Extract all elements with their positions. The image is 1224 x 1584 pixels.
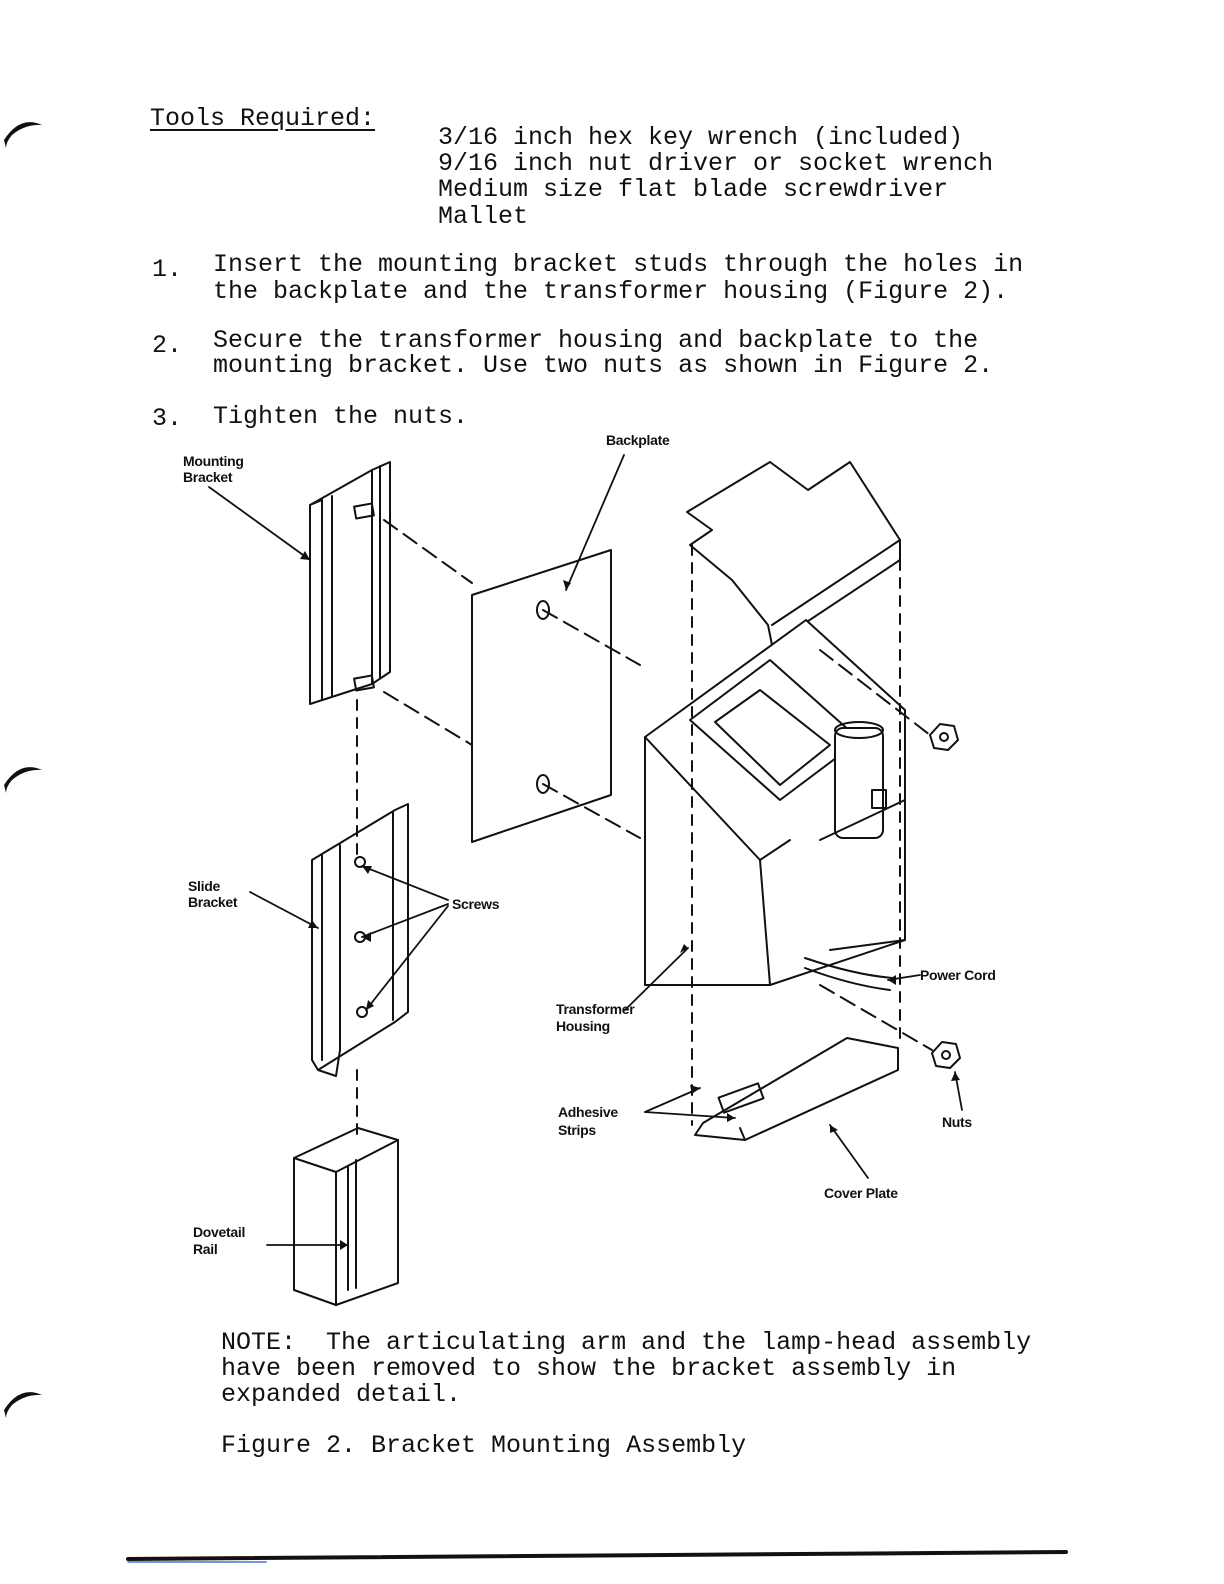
step-text: Insert the mounting bracket studs through the holes in (213, 250, 1024, 279)
note-text: expanded detail. (221, 1380, 462, 1409)
housing-cover-drawing (687, 462, 900, 645)
note-text: have been removed to show the bracket assembly in (221, 1354, 957, 1383)
label-adhesive-strips: Adhesive (558, 1104, 618, 1120)
tool-item: 9/16 inch nut driver or socket wrench (438, 149, 994, 178)
nuts-drawing (930, 724, 960, 1068)
label-backplate: Backplate (606, 432, 670, 448)
label-nuts: Nuts (942, 1114, 972, 1130)
bottom-rule (128, 1552, 1066, 1559)
step-number: 2. (152, 331, 183, 360)
step-text: mounting bracket. Use two nuts as shown in Figure 2. (213, 351, 994, 380)
slide-bracket-drawing (312, 804, 408, 1076)
tool-item: Medium size flat blade screwdriver (438, 175, 949, 204)
label-mounting-bracket: Bracket (183, 469, 233, 485)
tool-item: Mallet (438, 202, 529, 231)
note-text: NOTE: The articulating arm and the lamp-head assembly (221, 1328, 1032, 1357)
label-slide-bracket: Slide (188, 878, 220, 894)
mounting-bracket-drawing (310, 462, 390, 704)
punch-marks (0, 0, 60, 1584)
step-text: the backplate and the transformer housing (Figure 2). (213, 277, 1009, 306)
label-power-cord: Power Cord (920, 967, 996, 983)
power-cord-drawing (805, 958, 893, 990)
label-dovetail-rail: Rail (193, 1241, 218, 1257)
step-number: 1. (152, 255, 183, 284)
label-transformer-housing: Transformer (556, 1001, 635, 1017)
step-number: 3. (152, 404, 183, 433)
label-cover-plate: Cover Plate (824, 1185, 898, 1201)
tool-item: 3/16 inch hex key wrench (included) (438, 123, 964, 152)
label-transformer-housing: Housing (556, 1018, 610, 1034)
label-mounting-bracket: Mounting (183, 453, 244, 469)
label-dovetail-rail: Dovetail (193, 1224, 246, 1240)
label-adhesive-strips: Strips (558, 1122, 596, 1138)
figure-caption: Figure 2. Bracket Mounting Assembly (221, 1431, 747, 1460)
label-screws: Screws (452, 896, 500, 912)
transformer-housing-drawing (645, 620, 905, 985)
dovetail-rail-drawing (294, 1128, 398, 1305)
step-text: Secure the transformer housing and backplate to the (213, 326, 979, 355)
tools-required-heading: Tools Required: (150, 104, 376, 133)
cover-plate-drawing (695, 1038, 898, 1140)
label-slide-bracket: Bracket (188, 894, 238, 910)
step-text: Tighten the nuts. (213, 402, 469, 431)
backplate-drawing (472, 550, 611, 842)
